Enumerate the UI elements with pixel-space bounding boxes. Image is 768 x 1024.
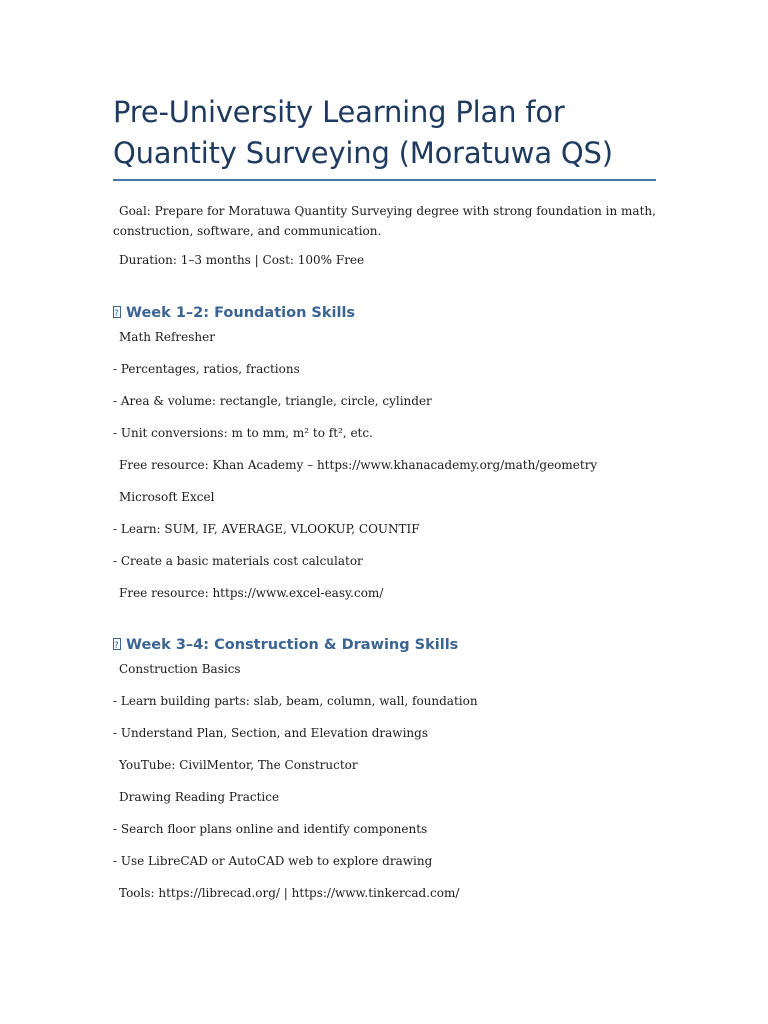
list-item: - Unit conversions: m to mm, m² to ft², etc. [113,426,373,440]
section-heading-week-1-2 [113,303,658,323]
title-divider [113,179,656,181]
list-item: - Learn building parts: slab, beam, column, wall, foundation [113,694,478,708]
subheading-microsoft-excel: Microsoft Excel [119,490,215,504]
list-item: - Understand Plan, Section, and Elevation drawings [113,726,428,740]
document-title: Pre-University Learning Plan for Quantity Surveying (Moratuwa QS) [113,95,613,170]
section-heading-text: Week 1–2: Foundation Skills [126,305,356,321]
list-item: - Create a basic materials cost calculator [113,554,363,568]
section-heading-text: Week 3–4: Construction & Drawing Skills [126,637,459,653]
duration-paragraph: Duration: 1–3 months | Cost: 100% Free [119,253,365,267]
subheading-math-refresher: Math Refresher [119,330,215,344]
list-item: - Learn: SUM, IF, AVERAGE, VLOOKUP, COUNTIF [113,522,420,536]
unknown-glyph-icon [113,306,121,318]
section-heading-week-3-4 [113,635,658,655]
subheading-drawing-reading: Drawing Reading Practice [119,790,280,804]
unknown-glyph-icon [113,638,121,650]
list-item: - Use LibreCAD or AutoCAD web to explore drawing [113,854,433,868]
resource-line: YouTube: CivilMentor, The Constructor [119,758,358,772]
resource-line: Free resource: https://www.excel-easy.com/ [119,586,384,600]
subheading-construction-basics: Construction Basics [119,662,241,676]
goal-paragraph: Goal: Prepare for Moratuwa Quantity Surveying degree with strong foundation in math, construction, software, and communication. [113,204,656,238]
resource-line: Free resource: Khan Academy – https://www.khanacademy.org/math/geometry [119,458,598,472]
list-item: - Search floor plans online and identify components [113,822,428,836]
resource-line: Tools: https://librecad.org/ | https://www.tinkercad.com/ [119,886,460,900]
list-item: - Percentages, ratios, fractions [113,362,300,376]
list-item: - Area & volume: rectangle, triangle, circle, cylinder [113,394,432,408]
